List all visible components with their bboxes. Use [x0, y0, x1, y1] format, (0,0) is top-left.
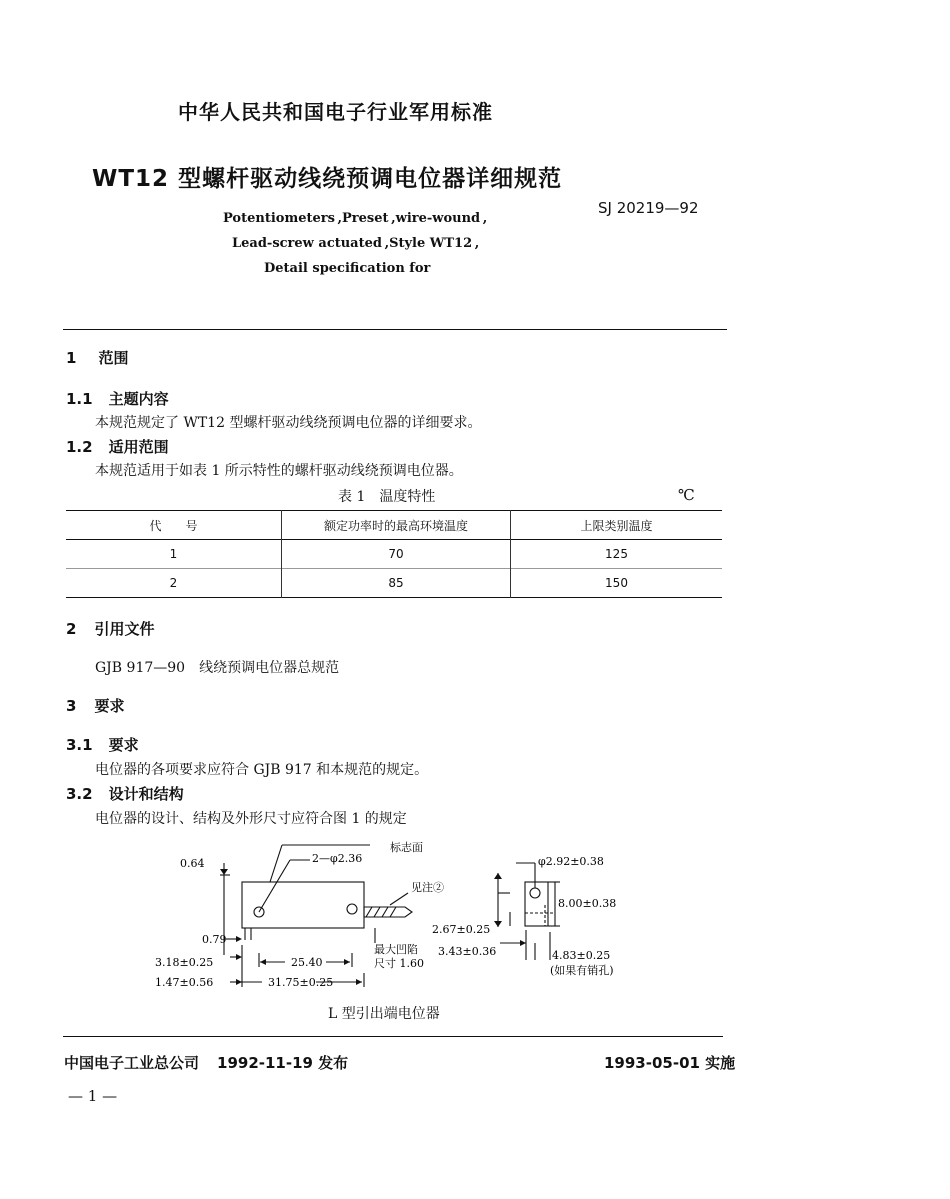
- dim-1-47: 1.47±0.56: [155, 976, 214, 989]
- section-1-2-body: 本规范适用于如表 1 所示特性的螺杆驱动线绕预调电位器。: [95, 463, 463, 479]
- publisher: 中国电子工业总公司: [64, 1054, 200, 1072]
- reference-document: [95, 657, 339, 677]
- document-title: WT12 型螺杆驱动线绕预调电位器详细规范: [92, 166, 563, 192]
- dim-8-00: 8.00±0.38: [558, 897, 617, 910]
- section-number: 3.1: [66, 736, 93, 754]
- note-label: 见注②: [411, 881, 444, 894]
- table-unit: ℃: [678, 486, 695, 504]
- dim-25-40: 25.40: [291, 956, 323, 969]
- section-title: 适用范围: [108, 438, 169, 456]
- standard-category: 中华人民共和国电子行业军用标准: [178, 100, 493, 124]
- table-cell: 1: [169, 547, 178, 561]
- dim-2-92: φ2.92±0.38: [538, 855, 604, 868]
- page-number: — 1 —: [68, 1087, 118, 1105]
- section-number: 3: [66, 697, 77, 715]
- english-title-line-2: Lead-screw actuated ,Style WT12 ,: [232, 236, 480, 251]
- section-number: 1: [66, 349, 77, 367]
- section-title: 设计和结构: [108, 785, 184, 803]
- section-3-1-body: 电位器的各项要求应符合 GJB 917 和本规范的规定。: [95, 762, 429, 778]
- table-cell: 2: [169, 576, 178, 590]
- table-caption: 表 1 温度特性: [338, 489, 436, 505]
- header-rule: [63, 329, 727, 330]
- table-row: [66, 569, 722, 598]
- dim-4-83: 4.83±0.25: [552, 949, 611, 962]
- effective-date: 1993-05-01 实施: [604, 1054, 736, 1072]
- reference-title: 线绕预调电位器总规范: [199, 660, 340, 676]
- english-title-line-1: Potentiometers ,Preset ,wire-wound ,: [223, 211, 488, 226]
- dim-0-79: 0.79: [202, 933, 227, 946]
- dim-31-75: 31.75±0.25: [268, 976, 334, 989]
- section-title: 要求: [108, 736, 139, 754]
- figure-caption: L 型引出端电位器: [328, 1006, 440, 1022]
- section-2-heading: [66, 618, 154, 639]
- table-header-row: [66, 511, 722, 540]
- pin-hole: [530, 888, 540, 898]
- table-cell: 85: [282, 569, 511, 598]
- section-3-2-heading: [66, 783, 184, 804]
- section-title: 要求: [94, 697, 125, 715]
- section-number: 3.2: [66, 785, 93, 803]
- marking-face-label: 标志面: [390, 841, 423, 854]
- pin-hole-note: (如果有销孔): [550, 964, 614, 977]
- issue-date: 1992-11-19 发布: [217, 1054, 349, 1072]
- section-title: 主题内容: [108, 390, 169, 408]
- table-cell: 125: [605, 547, 628, 561]
- section-number: 2: [66, 620, 77, 638]
- section-number: 1.1: [66, 390, 93, 408]
- section-title: 范围: [98, 349, 129, 367]
- column-header-code: 代 号: [149, 518, 198, 533]
- standard-number: SJ 20219—92: [598, 199, 699, 217]
- english-title-line-3: Detail specification for: [264, 261, 431, 276]
- section-3-2-body: 电位器的设计、结构及外形尺寸应符合图 1 的规定: [95, 811, 407, 827]
- column-header-upper-category: 上限类别温度: [580, 518, 653, 533]
- section-number: 1.2: [66, 438, 93, 456]
- dim-3-18: 3.18±0.25: [155, 956, 214, 969]
- max-dent-line-1: 最大凹陷: [374, 943, 418, 956]
- section-3-1-heading: [66, 734, 139, 755]
- section-3-heading: [66, 695, 124, 716]
- body-end-view: [525, 882, 555, 926]
- temperature-table: [66, 510, 722, 598]
- max-dent-line-2: 尺寸 1.60: [374, 957, 424, 970]
- footer-rule: [63, 1036, 723, 1037]
- dim-holes: 2—φ2.36: [312, 852, 363, 865]
- dim-0-64: 0.64: [180, 857, 205, 870]
- table-cell: 150: [605, 576, 628, 590]
- table-cell: 70: [282, 540, 511, 569]
- table-row: [66, 540, 722, 569]
- section-1-heading: [66, 347, 128, 368]
- section-1-2-heading: [66, 436, 169, 457]
- section-1-1-body: 本规范规定了 WT12 型螺杆驱动线绕预调电位器的详细要求。: [95, 415, 482, 431]
- section-1-1-heading: [66, 388, 169, 409]
- section-title: 引用文件: [94, 620, 155, 638]
- dim-2-67: 2.67±0.25: [432, 923, 491, 936]
- footer-publisher-line: [64, 1052, 348, 1073]
- potentiometer-drawing: [150, 835, 660, 995]
- body-side-view: [242, 882, 364, 928]
- reference-code: GJB 917—90: [95, 660, 186, 676]
- column-header-max-ambient: 额定功率时的最高环境温度: [282, 511, 511, 540]
- dim-3-43: 3.43±0.36: [438, 945, 497, 958]
- mounting-hole-right: [347, 904, 357, 914]
